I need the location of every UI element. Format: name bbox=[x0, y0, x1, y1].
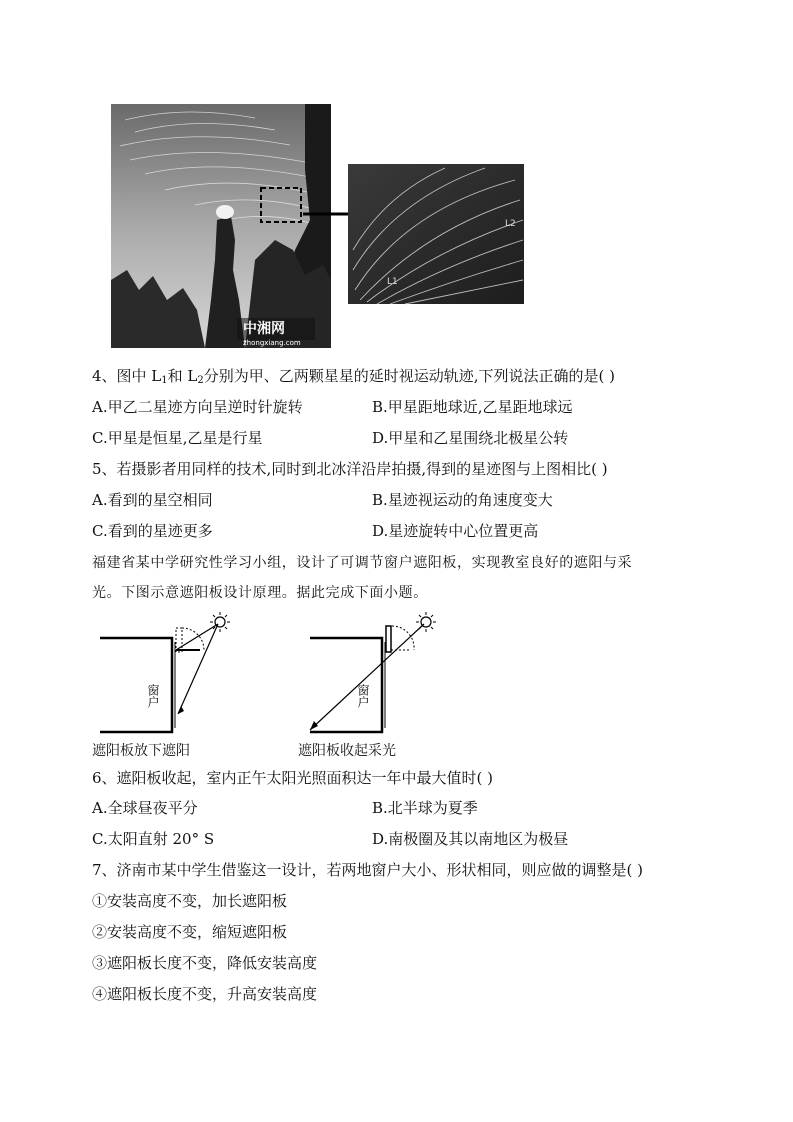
q5-stem: 5、若摄影者用同样的技术,同时到北冰洋沿岸拍摄,得到的星迹图与上图相比( ) bbox=[92, 460, 608, 478]
q4-option-c: C.甲星是恒星,乙星是行星 bbox=[92, 429, 263, 447]
q4-option-d: D.甲星和乙星围绕北极星公转 bbox=[372, 429, 569, 447]
inset-photo bbox=[348, 164, 524, 304]
q5-option-d: D.星迹旋转中心位置更高 bbox=[372, 522, 539, 540]
q7-item-1: ①安装高度不变，加长遮阳板 bbox=[92, 892, 288, 910]
q6-option-b: B.北半球为夏季 bbox=[372, 799, 478, 817]
watermark-text: 中湘网 bbox=[243, 321, 285, 337]
q6-stem: 6、遮阳板收起，室内正午太阳光照面积达一年中最大值时( ) bbox=[92, 769, 494, 787]
q6-option-c: C.太阳直射 20° S bbox=[92, 830, 215, 848]
intro-line-2: 光。下图示意遮阳板设计原理。据此完成下面小题。 bbox=[92, 585, 428, 601]
inset-label-l2: L2 bbox=[505, 219, 516, 229]
q7-item-4: ④遮阳板长度不变，升高安装高度 bbox=[92, 985, 318, 1003]
main-photo bbox=[111, 104, 331, 348]
caption-shade-lowered: 遮阳板放下遮阳 bbox=[92, 743, 190, 759]
window-label-right: 窗户 bbox=[356, 684, 370, 708]
q5-option-c: C.看到的星迹更多 bbox=[92, 522, 213, 540]
caption-shade-raised: 遮阳板收起采光 bbox=[298, 743, 396, 759]
q4-stem: 4、图中 $L_1$和 $L_2$分别为甲、乙两颗星星的延时视运动轨迹,下列说法正确的是( ) bbox=[92, 367, 616, 386]
sunshade-diagram-right bbox=[306, 610, 456, 738]
q4-option-b: B.甲星距地球近,乙星距地球远 bbox=[372, 398, 573, 416]
q7-item-2: ②安装高度不变，缩短遮阳板 bbox=[92, 923, 288, 941]
q7-stem: 7、济南市某中学生借鉴这一设计，若两地窗户大小、形状相同，则应做的调整是( ) bbox=[92, 861, 644, 879]
star-trail-photo-figure bbox=[105, 100, 530, 352]
watermark-subtext: zhongxiang.com bbox=[243, 339, 301, 347]
window-label-left: 窗户 bbox=[146, 684, 160, 708]
sunshade-diagram-left bbox=[96, 610, 246, 738]
q5-option-a: A.看到的星空相同 bbox=[92, 491, 213, 509]
q6-option-a: A.全球昼夜平分 bbox=[92, 799, 198, 817]
inset-label-l1: L1 bbox=[387, 277, 398, 287]
q6-option-d: D.南极圈及其以南地区为极昼 bbox=[372, 830, 569, 848]
q7-item-3: ③遮阳板长度不变，降低安装高度 bbox=[92, 954, 318, 972]
intro-line-1: 福建省某中学研究性学习小组，设计了可调节窗户遮阳板，实现教室良好的遮阳与采 bbox=[92, 555, 633, 571]
q5-option-b: B.星迹视运动的角速度变大 bbox=[372, 491, 553, 509]
q4-option-a: A.甲乙二星迹方向呈逆时针旋转 bbox=[92, 398, 303, 416]
